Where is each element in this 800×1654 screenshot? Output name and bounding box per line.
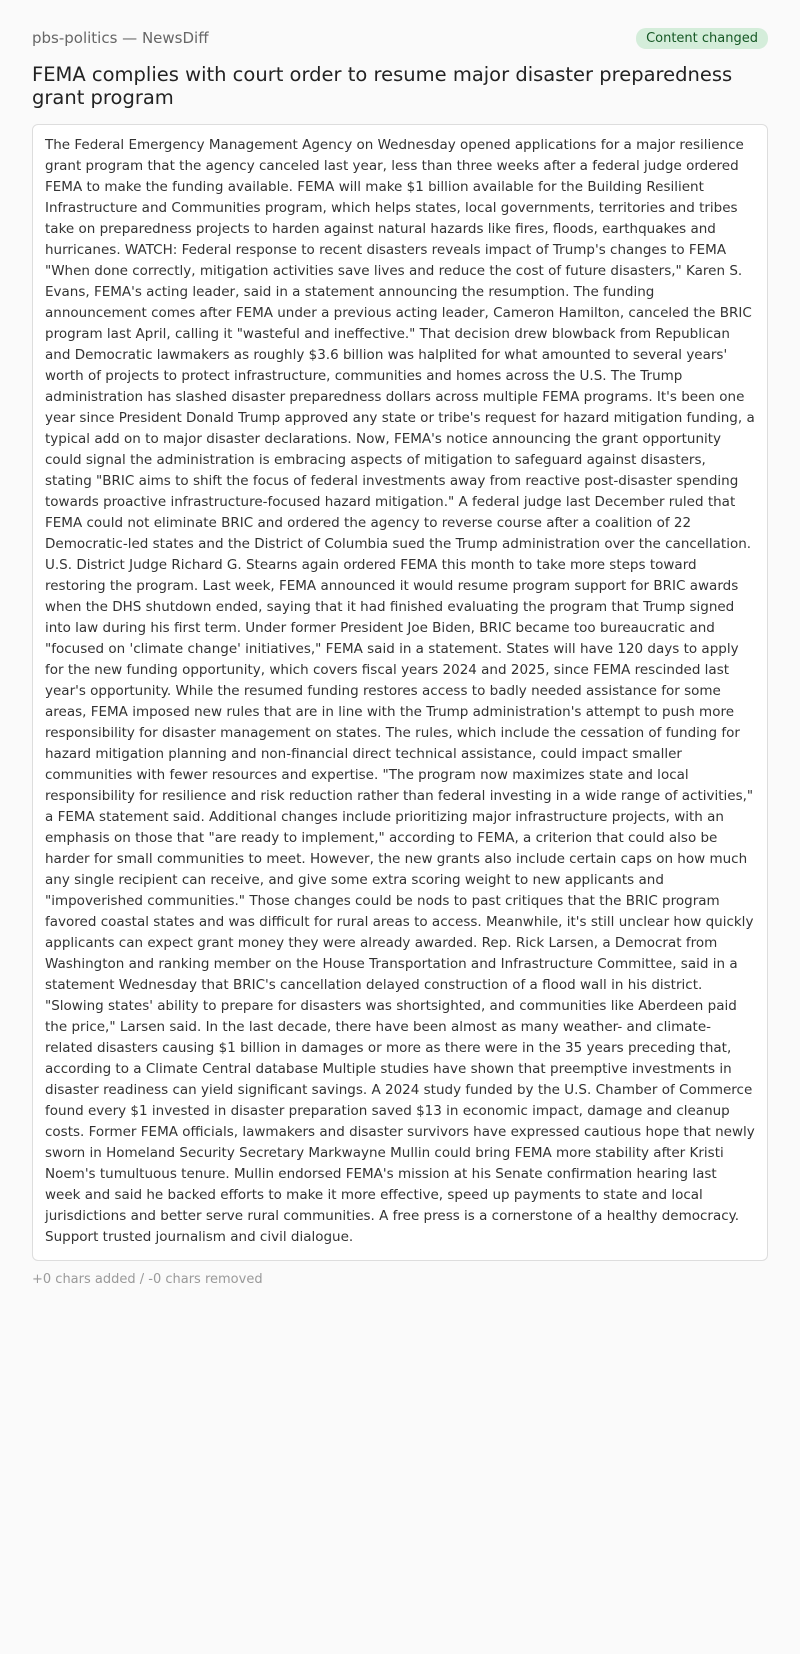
article-body: The Federal Emergency Management Agency on Wednesday opened applications for a major resilience grant program that the agency canceled last year, less than three weeks after a federal judge ordered FEMA to make the funding available. FEMA will make $1 billion available for the Building Resilient Infrastructure and Communities program, which helps states, local governments, territories and tribes take on preparedness projects to harden against natural hazards like fires, floods, earthquakes and hurricanes. WATCH: Federal response to recent disasters reveals impact of Trump's changes to FEMA "When done correctly, mitigation activities save lives and reduce the cost of future disasters," Karen S. Evans, FEMA's acting leader, said in a statement announcing the resumption. The funding announcement comes after FEMA under a previous acting leader, Cameron Hamilton, canceled the BRIC program last April, calling it "wasteful and ineffective." That decision drew blowback from Republican and Democratic lawmakers as roughly $3.6 billion was halplited for what amounted to several years' worth of projects to protect infrastructure, communities and homes across the U.S. The Trump administration has slashed disaster preparedness dollars across multiple FEMA programs. It's been one year since President Donald Trump approved any state or tribe's request for hazard mitigation funding, a typical add on to major disaster declarations. Now, FEMA's notice announcing the grant opportunity could signal the administration is embracing aspects of mitigation to safeguard against disasters, stating "BRIC aims to shift the focus of federal investments away from reactive post-disaster spending towards proactive infrastructure-focused hazard mitigation." A federal judge last December ruled that FEMA could not eliminate BRIC and ordered the agency to reverse course after a coalition of 22 Democratic-led states and the District of Columbia sued the Trump administration over the cancellation. U.S. District Judge Richard G. Stearns again ordered FEMA this month to take more steps toward restoring the program. Last week, FEMA announced it would resume program support for BRIC awards when the DHS shutdown ended, saying that it had finished evaluating the program that Trump signed into law during his first term. Under former President Joe Biden, BRIC became too bureaucratic and "focused on 'climate change' initiatives," FEMA said in a statement. States will have 120 days to apply for the new funding opportunity, which covers fiscal years 2024 and 2025, since FEMA rescinded last year's opportunity. While the resumed funding restores access to badly needed assistance for some areas, FEMA imposed new rules that are in line with the Trump administration's attempt to push more responsibility for disaster management on states. The rules, which include the cessation of funding for hazard mitigation planning and non-financial direct technical assistance, could impact smaller communities with fewer resources and expertise. "The program now maximizes state and local responsibility for resilience and risk reduction rather than federal investing in a wide range of activities," a FEMA statement said. Additional changes include prioritizing major infrastructure projects, with an emphasis on those that "are ready to implement," according to FEMA, a criterion that could also be harder for small communities to meet. However, the new grants also include certain caps on how much any single recipient can receive, and give some extra scoring weight to new applicants and "impoverished communities." Those changes could be nods to past critiques that the BRIC program favored coastal states and was difficult for rural areas to access. Meanwhile, it's still unclear how quickly applicants can expect grant money they were already awarded. Rep. Rick Larsen, a Democrat from Washington and ranking member on the House Transportation and Infrastructure Committee, said in a statement Wednesday that BRIC's cancellation delayed construction of a flood wall in his district. "Slowing states' ability to prepare for disasters was shortsighted, and communities like Aberdeen paid the price," Larsen said. In the last decade, there have been almost as many weather- and climate-related disasters causing $1 billion in damages or more as there were in the 35 years preceding that, according to a Climate Central database Multiple studies have shown that preemptive investments in disaster readiness can yield significant savings. A 2024 study funded by the U.S. Chamber of Commerce found every $1 invested in disaster preparation saved $13 in economic impact, damage and cleanup costs. Former FEMA officials, lawmakers and disaster survivors have expressed cautious hope that newly sworn in Homeland Security Secretary Markwayne Mullin could bring FEMA more stability after Kristi Noem's tumultuous tenure. Mullin endorsed FEMA's mission at his Senate confirmation hearing last week and said he backed efforts to make it more effective, speed up payments to state and local jurisdictions and better serve rural communities. A free press is a cornerstone of a healthy democracy. Support trusted journalism and civil dialogue. [45,137,755,1245]
article-content-panel [32,124,768,1261]
article-title: FEMA complies with court order to resume major disaster preparedness grant program [32,63,733,109]
source-label: pbs-politics — NewsDiff [32,29,209,47]
diff-stats: +0 chars added / -0 chars removed [32,1272,263,1287]
status-badge: Content changed [636,28,768,49]
header-bar [32,26,768,50]
